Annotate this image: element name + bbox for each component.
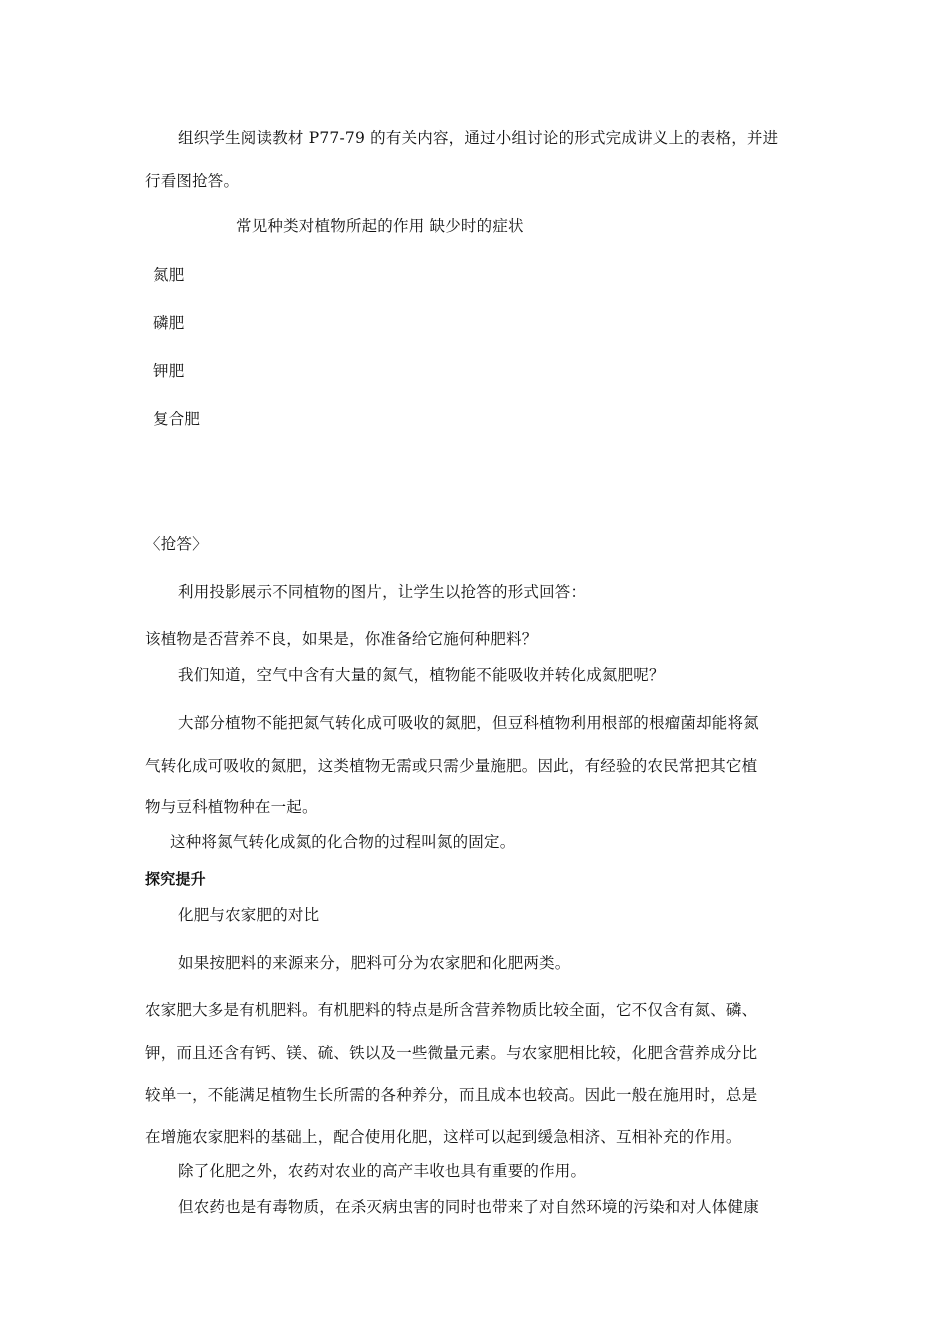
pesticide-line-2: 但农药也是有毒物质，在杀灭病虫害的同时也带来了对自然环境的污染和对人体健康 xyxy=(178,1198,759,1216)
fertilizer-paragraph-line-2: 钾，而且还含有钙、镁、硫、铁以及一些微量元素。与农家肥相比较，化肥含营养成分比 xyxy=(145,1044,758,1062)
explore-subtitle: 化肥与农家肥的对比 xyxy=(178,906,320,924)
table-row-compound: 复合肥 xyxy=(153,410,201,428)
quick-answer-line-3: 我们知道，空气中含有大量的氮气，植物能不能吸收并转化成氮肥呢？ xyxy=(178,666,665,684)
table-row-nitrogen: 氮肥 xyxy=(153,266,185,284)
quick-answer-line-2: 该植物是否营养不良，如果是，你准备给它施何种肥料？ xyxy=(145,630,538,648)
intro-line-2: 行看图抢答。 xyxy=(145,172,240,190)
explore-line-1: 如果按肥料的来源来分，肥料可分为农家肥和化肥两类。 xyxy=(178,954,571,972)
table-row-potassium: 钾肥 xyxy=(153,362,185,380)
nitrogen-paragraph-line-2: 气转化成可吸收的氮肥，这类植物无需或只需少量施肥。因此，有经验的农民常把其它植 xyxy=(145,757,758,775)
fertilizer-paragraph-line-3: 较单一，不能满足植物生长所需的各种养分，而且成本也较高。因此一般在施用时，总是 xyxy=(145,1086,758,1104)
intro-line-1: 组织学生阅读教材 P77-79 的有关内容，通过小组讨论的形式完成讲义上的表格，并进 xyxy=(178,129,779,147)
quick-answer-heading: 〈抢答〉 xyxy=(145,535,208,553)
table-row-phosphorus: 磷肥 xyxy=(153,314,185,332)
nitrogen-fixation-line: 这种将氮气转化成氮的化合物的过程叫氮的固定。 xyxy=(170,833,516,851)
fertilizer-paragraph-line-4: 在增施农家肥料的基础上，配合使用化肥，这样可以起到缓急相济、互相补充的作用。 xyxy=(145,1128,742,1146)
fertilizer-paragraph-line-1: 农家肥大多是有机肥料。有机肥料的特点是所含营养物质比较全面，它不仅含有氮、磷、 xyxy=(145,1001,758,1019)
table-header: 常见种类对植物所起的作用 缺少时的症状 xyxy=(236,217,524,235)
nitrogen-paragraph-line-3: 物与豆科植物种在一起。 xyxy=(145,798,318,816)
quick-answer-line-1: 利用投影展示不同植物的图片，让学生以抢答的形式回答： xyxy=(178,583,587,601)
explore-heading: 探究提升 xyxy=(145,870,206,888)
nitrogen-paragraph-line-1: 大部分植物不能把氮气转化成可吸收的氮肥，但豆科植物利用根部的根瘤菌却能将氮 xyxy=(178,714,759,732)
pesticide-line-1: 除了化肥之外，农药对农业的高产丰收也具有重要的作用。 xyxy=(178,1162,587,1180)
